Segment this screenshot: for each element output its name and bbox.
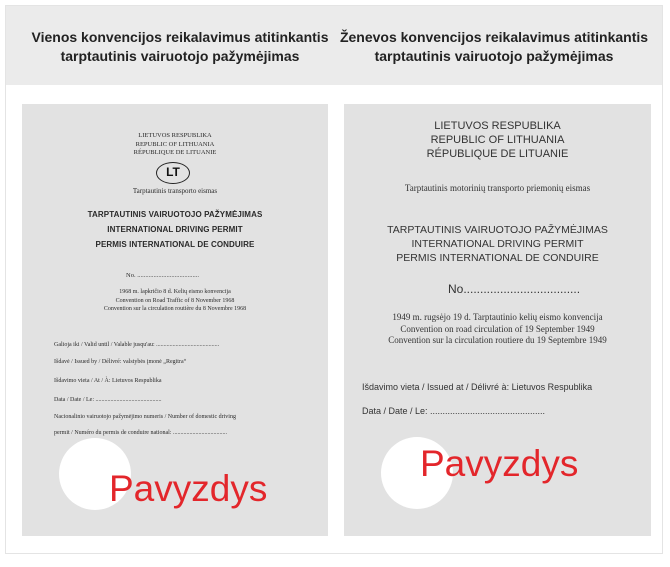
permit-title: TARPTAUTINIS VAIRUOTOJO PAŽYMĖJIMAS INTERNATIONAL DRIVING PERMIT PERMIS INTERNATIONAL DE CONDUIRE bbox=[87, 210, 263, 249]
issued-by-field: Išdavė / Issued by / Délivré: valstybės įmonė „Regitra“ bbox=[54, 359, 187, 365]
convention-text: 1968 m. lapkričio 8 d. Kelių eismo konvencija Convention on Road Traffic of 8 November 1968 Convention sur la circulation routière du 8 Novembre 1968 bbox=[103, 289, 247, 312]
republic-heading: LIETUVOS RESPUBLIKA REPUBLIC OF LITHUANIA RÉPUBLIQUE DE LITUANIE bbox=[133, 132, 217, 156]
sample-watermark: Pavyzdys bbox=[420, 443, 579, 484]
geneva-column-title: Ženevos konvencijos reikalavimus atitinkantis tarptautinis vairuotojo pažymėjimas bbox=[339, 29, 649, 64]
issue-place-field: Išdavimo vieta / Issued at / Délivré à: Lietuvos Respublika bbox=[362, 382, 593, 392]
domestic-permit-number-field: Nacionalinio vairuotojo pažymėjimo numeris / Number of domestic driving permit / Numéro du permis de conduire national: .................................... bbox=[54, 414, 236, 436]
sample-watermark: Pavyzdys bbox=[109, 468, 268, 509]
permit-title: TARPTAUTINIS VAIRUOTOJO PAŽYMĖJIMAS INTERNATIONAL DRIVING PERMIT PERMIS INTERNATIONAL DE CONDUIRE bbox=[387, 224, 608, 264]
permit-comparison-panel bbox=[5, 5, 663, 554]
transport-sign-text: Tarptautinis motorinių transporto priemonių eismas bbox=[404, 183, 591, 193]
republic-heading: LIETUVOS RESPUBLIKA REPUBLIC OF LITHUANIA RÉPUBLIQUE DE LITUANIE bbox=[426, 120, 569, 160]
vienna-column-title: Vienos konvencijos reikalavimus atitinkantis tarptautinis vairuotojo pažymėjimas bbox=[31, 29, 329, 64]
country-code-oval: LT bbox=[156, 162, 190, 184]
issue-place-field: Išdavimo vieta / At / À: Lietuvos Respublika bbox=[54, 378, 162, 384]
convention-text: 1949 m. rugsėjo 19 d. Tarptautinio kelių eismo konvencija Convention on road circulation of 19 September 1949 Convention sur la circulation routiere du 19 Septembre 1949 bbox=[388, 312, 607, 345]
vienna-permit-sample-image bbox=[22, 104, 328, 536]
geneva-permit-sample-image bbox=[344, 104, 651, 536]
transport-sign-text: Tarptautinis transporto eismas bbox=[132, 187, 218, 195]
valid-until-field: Galioja iki / Valid until / Valable jusqu'au: .......................................... bbox=[54, 342, 220, 348]
date-field: Data / Date / Le: .............................................. bbox=[362, 406, 546, 416]
date-field: Data / Date / Le: ............................................ bbox=[54, 397, 162, 403]
comparison-header bbox=[6, 6, 662, 85]
permit-number-line: No. ...................................... bbox=[126, 272, 199, 279]
permit-number-line: No................................... bbox=[448, 282, 581, 296]
